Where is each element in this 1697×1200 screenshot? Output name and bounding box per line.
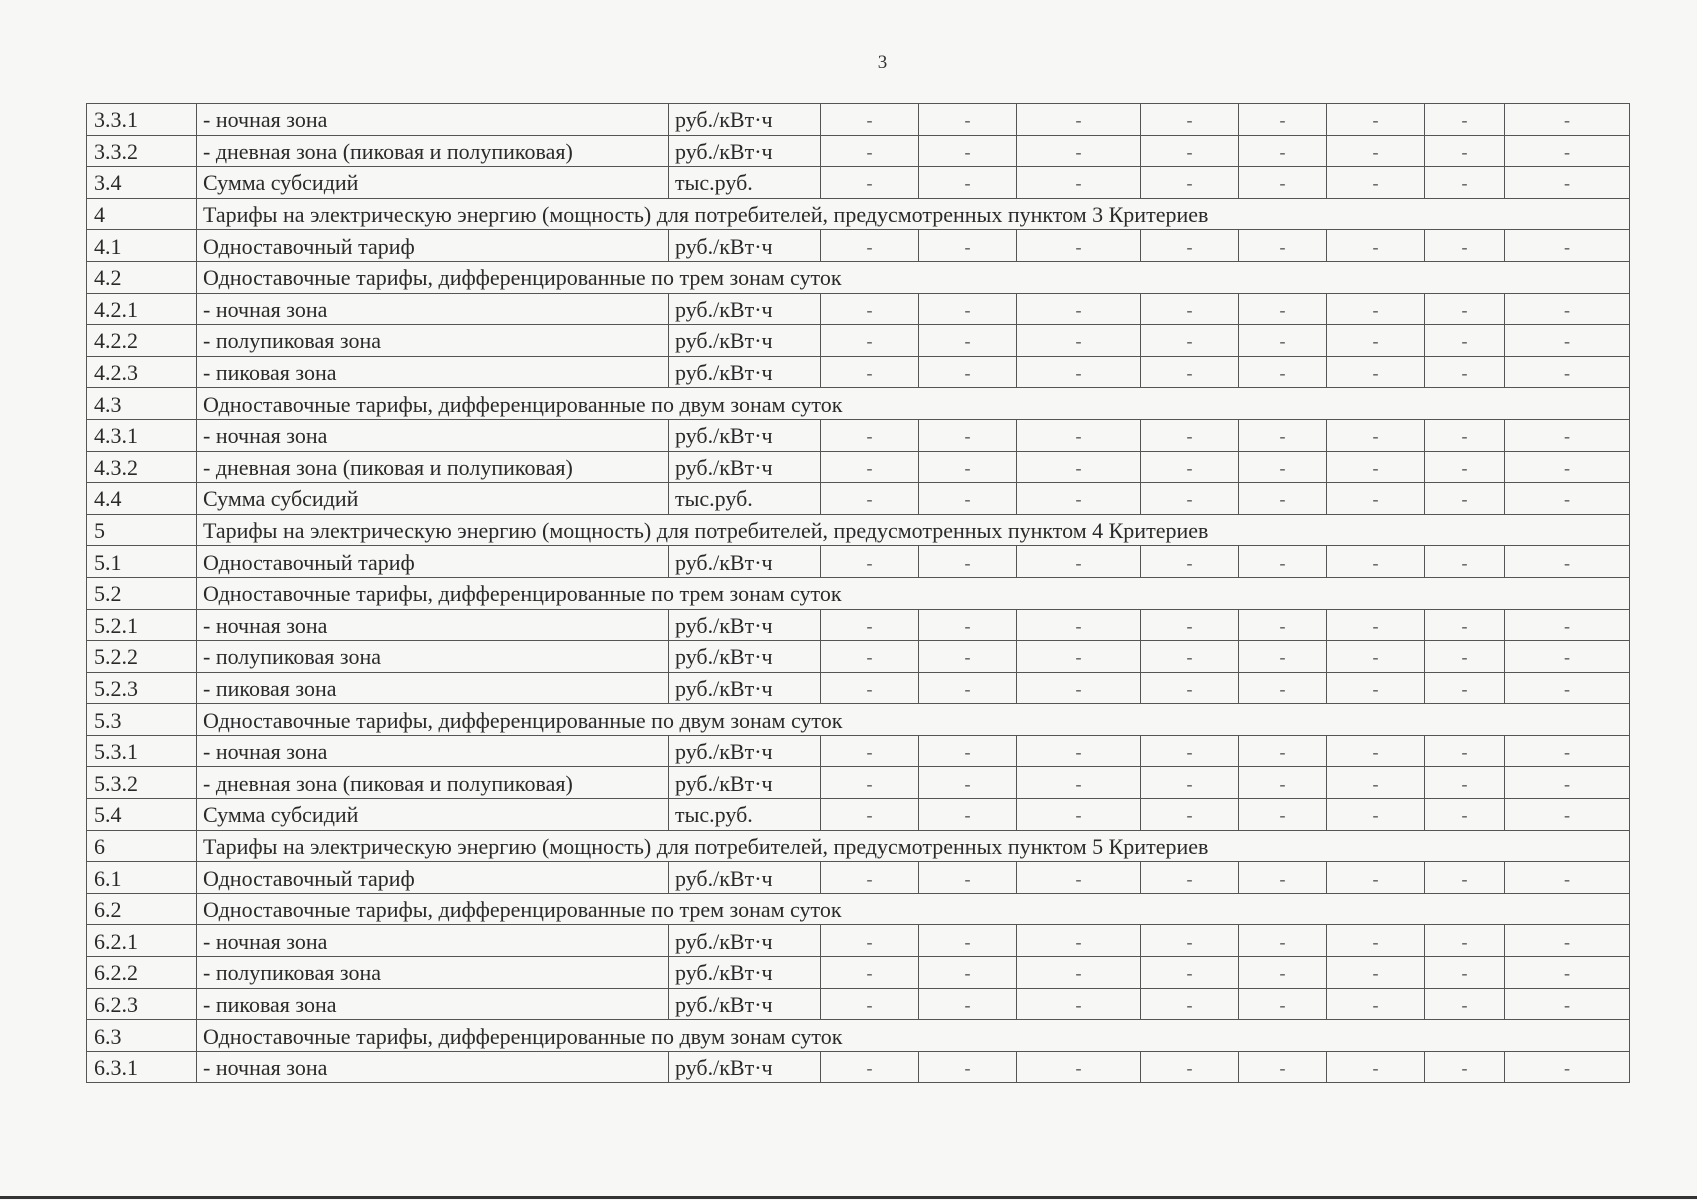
row-label: - ночная зона <box>197 104 669 136</box>
value-cell: - <box>1425 957 1505 989</box>
section-row <box>87 893 1630 925</box>
value-cell: - <box>1017 799 1141 831</box>
value-cell: - <box>821 483 919 515</box>
value-cell: - <box>1425 799 1505 831</box>
row-label: - полупиковая зона <box>197 641 669 673</box>
table-row <box>87 104 1630 136</box>
value-cell: - <box>821 104 919 136</box>
value-cell: - <box>1017 356 1141 388</box>
table-row <box>87 767 1630 799</box>
value-cell: - <box>1017 419 1141 451</box>
value-cell: - <box>821 325 919 357</box>
value-cell: - <box>1327 862 1425 894</box>
value-cell: - <box>1017 451 1141 483</box>
value-cell: - <box>1425 609 1505 641</box>
value-cell: - <box>1505 672 1630 704</box>
value-cell: - <box>1505 546 1630 578</box>
value-cell: - <box>1327 451 1425 483</box>
row-label: - полупиковая зона <box>197 957 669 989</box>
row-unit: руб./кВт·ч <box>669 957 821 989</box>
row-label: - ночная зона <box>197 419 669 451</box>
value-cell: - <box>1425 672 1505 704</box>
value-cell: - <box>1327 325 1425 357</box>
section-title: Одноставочные тарифы, дифференцированные по двум зонам суток <box>197 1020 1630 1052</box>
value-cell: - <box>821 925 919 957</box>
row-unit: тыс.руб. <box>669 799 821 831</box>
value-cell: - <box>1327 104 1425 136</box>
value-cell: - <box>919 419 1017 451</box>
value-cell: - <box>1505 799 1630 831</box>
value-cell: - <box>1239 419 1327 451</box>
row-unit: руб./кВт·ч <box>669 672 821 704</box>
value-cell: - <box>1425 1051 1505 1083</box>
value-cell: - <box>821 419 919 451</box>
value-cell: - <box>1505 862 1630 894</box>
scan-edge-line <box>0 1196 1697 1199</box>
row-number: 4.1 <box>87 230 197 262</box>
value-cell: - <box>919 735 1017 767</box>
value-cell: - <box>1017 325 1141 357</box>
table-row <box>87 799 1630 831</box>
value-cell: - <box>1505 925 1630 957</box>
row-number: 3.4 <box>87 167 197 199</box>
value-cell: - <box>1425 104 1505 136</box>
row-number: 4.2.1 <box>87 293 197 325</box>
row-label: - ночная зона <box>197 735 669 767</box>
value-cell: - <box>919 988 1017 1020</box>
value-cell: - <box>1505 609 1630 641</box>
row-label: - пиковая зона <box>197 988 669 1020</box>
row-unit: руб./кВт·ч <box>669 356 821 388</box>
value-cell: - <box>1327 988 1425 1020</box>
value-cell: - <box>1239 957 1327 989</box>
value-cell: - <box>1425 862 1505 894</box>
value-cell: - <box>1017 862 1141 894</box>
row-unit: руб./кВт·ч <box>669 230 821 262</box>
value-cell: - <box>1505 356 1630 388</box>
value-cell: - <box>1425 925 1505 957</box>
value-cell: - <box>919 356 1017 388</box>
row-number: 6 <box>87 830 197 862</box>
row-number: 5.2.2 <box>87 641 197 673</box>
section-title: Тарифы на электрическую энергию (мощность) для потребителей, предусмотренных пунктом 3 Критериев <box>197 198 1630 230</box>
value-cell: - <box>1239 1051 1327 1083</box>
value-cell: - <box>1141 546 1239 578</box>
row-label: Сумма субсидий <box>197 483 669 515</box>
value-cell: - <box>1425 767 1505 799</box>
row-label: - пиковая зона <box>197 356 669 388</box>
row-unit: руб./кВт·ч <box>669 546 821 578</box>
value-cell: - <box>919 483 1017 515</box>
table-row <box>87 988 1630 1020</box>
row-number: 5.2.3 <box>87 672 197 704</box>
value-cell: - <box>1141 988 1239 1020</box>
value-cell: - <box>1425 641 1505 673</box>
section-row <box>87 198 1630 230</box>
value-cell: - <box>1505 641 1630 673</box>
row-label: - дневная зона (пиковая и полупиковая) <box>197 767 669 799</box>
value-cell: - <box>821 957 919 989</box>
value-cell: - <box>919 230 1017 262</box>
table-row <box>87 135 1630 167</box>
section-title: Тарифы на электрическую энергию (мощность) для потребителей, предусмотренных пунктом 5 Критериев <box>197 830 1630 862</box>
row-number: 6.2 <box>87 893 197 925</box>
value-cell: - <box>821 167 919 199</box>
value-cell: - <box>1239 641 1327 673</box>
value-cell: - <box>821 451 919 483</box>
value-cell: - <box>1141 1051 1239 1083</box>
row-label: Сумма субсидий <box>197 799 669 831</box>
row-number: 5.3.2 <box>87 767 197 799</box>
row-unit: руб./кВт·ч <box>669 925 821 957</box>
value-cell: - <box>1425 167 1505 199</box>
value-cell: - <box>821 135 919 167</box>
value-cell: - <box>821 767 919 799</box>
table-row <box>87 167 1630 199</box>
value-cell: - <box>821 356 919 388</box>
row-number: 5 <box>87 514 197 546</box>
row-unit: тыс.руб. <box>669 167 821 199</box>
row-label: - ночная зона <box>197 609 669 641</box>
row-number: 4.2.2 <box>87 325 197 357</box>
table-row <box>87 641 1630 673</box>
value-cell: - <box>1327 735 1425 767</box>
value-cell: - <box>1017 293 1141 325</box>
value-cell: - <box>1425 988 1505 1020</box>
value-cell: - <box>821 799 919 831</box>
value-cell: - <box>1505 767 1630 799</box>
value-cell: - <box>1327 925 1425 957</box>
value-cell: - <box>919 862 1017 894</box>
row-unit: руб./кВт·ч <box>669 988 821 1020</box>
value-cell: - <box>1505 1051 1630 1083</box>
value-cell: - <box>1425 135 1505 167</box>
section-row <box>87 1020 1630 1052</box>
value-cell: - <box>1425 230 1505 262</box>
row-number: 6.2.2 <box>87 957 197 989</box>
value-cell: - <box>1141 735 1239 767</box>
value-cell: - <box>1327 957 1425 989</box>
value-cell: - <box>919 925 1017 957</box>
value-cell: - <box>919 135 1017 167</box>
value-cell: - <box>821 988 919 1020</box>
value-cell: - <box>1239 451 1327 483</box>
table-row <box>87 325 1630 357</box>
value-cell: - <box>1239 735 1327 767</box>
row-number: 5.2 <box>87 577 197 609</box>
section-row <box>87 514 1630 546</box>
value-cell: - <box>1425 356 1505 388</box>
value-cell: - <box>1505 988 1630 1020</box>
table-row <box>87 925 1630 957</box>
value-cell: - <box>1017 135 1141 167</box>
row-number: 4.2 <box>87 261 197 293</box>
section-title: Одноставочные тарифы, дифференцированные по трем зонам суток <box>197 577 1630 609</box>
value-cell: - <box>1425 325 1505 357</box>
value-cell: - <box>1141 672 1239 704</box>
value-cell: - <box>1239 483 1327 515</box>
row-number: 4.2.3 <box>87 356 197 388</box>
row-number: 4.3.1 <box>87 419 197 451</box>
value-cell: - <box>1017 546 1141 578</box>
table-body <box>87 104 1630 1083</box>
value-cell: - <box>1425 419 1505 451</box>
value-cell: - <box>1141 451 1239 483</box>
value-cell: - <box>1141 609 1239 641</box>
table-row <box>87 1051 1630 1083</box>
value-cell: - <box>1239 925 1327 957</box>
row-number: 5.1 <box>87 546 197 578</box>
value-cell: - <box>919 546 1017 578</box>
value-cell: - <box>1017 925 1141 957</box>
value-cell: - <box>919 293 1017 325</box>
table-row <box>87 419 1630 451</box>
value-cell: - <box>1017 641 1141 673</box>
row-label: - дневная зона (пиковая и полупиковая) <box>197 135 669 167</box>
section-title: Одноставочные тарифы, дифференцированные по трем зонам суток <box>197 893 1630 925</box>
value-cell: - <box>1141 167 1239 199</box>
row-number: 4 <box>87 198 197 230</box>
row-number: 5.2.1 <box>87 609 197 641</box>
table-row <box>87 609 1630 641</box>
value-cell: - <box>1425 546 1505 578</box>
value-cell: - <box>1327 1051 1425 1083</box>
value-cell: - <box>1327 672 1425 704</box>
value-cell: - <box>1017 104 1141 136</box>
row-unit: руб./кВт·ч <box>669 135 821 167</box>
value-cell: - <box>821 641 919 673</box>
value-cell: - <box>1327 230 1425 262</box>
value-cell: - <box>1239 135 1327 167</box>
row-label: - полупиковая зона <box>197 325 669 357</box>
value-cell: - <box>1141 293 1239 325</box>
value-cell: - <box>1239 104 1327 136</box>
row-unit: руб./кВт·ч <box>669 1051 821 1083</box>
value-cell: - <box>1239 293 1327 325</box>
value-cell: - <box>1239 767 1327 799</box>
value-cell: - <box>1141 230 1239 262</box>
value-cell: - <box>1239 862 1327 894</box>
value-cell: - <box>1141 483 1239 515</box>
row-number: 6.3 <box>87 1020 197 1052</box>
row-number: 5.3.1 <box>87 735 197 767</box>
row-number: 4.3 <box>87 388 197 420</box>
table-row <box>87 293 1630 325</box>
row-number: 4.3.2 <box>87 451 197 483</box>
value-cell: - <box>1017 483 1141 515</box>
table-row <box>87 957 1630 989</box>
value-cell: - <box>1505 135 1630 167</box>
value-cell: - <box>919 451 1017 483</box>
row-unit: руб./кВт·ч <box>669 104 821 136</box>
value-cell: - <box>1239 325 1327 357</box>
value-cell: - <box>1141 135 1239 167</box>
value-cell: - <box>1327 546 1425 578</box>
row-number: 6.2.3 <box>87 988 197 1020</box>
section-row <box>87 261 1630 293</box>
value-cell: - <box>1017 1051 1141 1083</box>
value-cell: - <box>1505 104 1630 136</box>
section-title: Тарифы на электрическую энергию (мощность) для потребителей, предусмотренных пунктом 4 Критериев <box>197 514 1630 546</box>
value-cell: - <box>1239 609 1327 641</box>
value-cell: - <box>919 767 1017 799</box>
row-unit: руб./кВт·ч <box>669 293 821 325</box>
value-cell: - <box>1505 735 1630 767</box>
value-cell: - <box>1327 419 1425 451</box>
value-cell: - <box>1017 735 1141 767</box>
section-row <box>87 388 1630 420</box>
value-cell: - <box>1505 957 1630 989</box>
row-number: 3.3.1 <box>87 104 197 136</box>
table-row <box>87 672 1630 704</box>
tariff-table <box>86 103 1630 1083</box>
section-row <box>87 577 1630 609</box>
value-cell: - <box>1425 293 1505 325</box>
row-unit: руб./кВт·ч <box>669 767 821 799</box>
value-cell: - <box>1239 988 1327 1020</box>
value-cell: - <box>1141 767 1239 799</box>
value-cell: - <box>1141 862 1239 894</box>
value-cell: - <box>1141 799 1239 831</box>
row-label: - ночная зона <box>197 925 669 957</box>
value-cell: - <box>1425 483 1505 515</box>
row-unit: тыс.руб. <box>669 483 821 515</box>
value-cell: - <box>1505 230 1630 262</box>
value-cell: - <box>1239 356 1327 388</box>
value-cell: - <box>1327 609 1425 641</box>
value-cell: - <box>1239 799 1327 831</box>
value-cell: - <box>1239 672 1327 704</box>
row-label: - дневная зона (пиковая и полупиковая) <box>197 451 669 483</box>
value-cell: - <box>821 862 919 894</box>
row-label: Одноставочный тариф <box>197 546 669 578</box>
value-cell: - <box>821 546 919 578</box>
row-number: 4.4 <box>87 483 197 515</box>
table-row <box>87 483 1630 515</box>
value-cell: - <box>919 167 1017 199</box>
value-cell: - <box>1327 767 1425 799</box>
value-cell: - <box>821 230 919 262</box>
value-cell: - <box>1327 167 1425 199</box>
value-cell: - <box>1017 957 1141 989</box>
value-cell: - <box>1239 230 1327 262</box>
value-cell: - <box>919 1051 1017 1083</box>
table-row <box>87 735 1630 767</box>
value-cell: - <box>1017 672 1141 704</box>
row-number: 6.3.1 <box>87 1051 197 1083</box>
value-cell: - <box>1017 167 1141 199</box>
section-title: Одноставочные тарифы, дифференцированные по трем зонам суток <box>197 261 1630 293</box>
row-label: Сумма субсидий <box>197 167 669 199</box>
row-unit: руб./кВт·ч <box>669 419 821 451</box>
row-unit: руб./кВт·ч <box>669 325 821 357</box>
value-cell: - <box>919 672 1017 704</box>
row-unit: руб./кВт·ч <box>669 862 821 894</box>
value-cell: - <box>1505 325 1630 357</box>
value-cell: - <box>1505 293 1630 325</box>
row-number: 6.1 <box>87 862 197 894</box>
value-cell: - <box>1327 356 1425 388</box>
row-unit: руб./кВт·ч <box>669 641 821 673</box>
value-cell: - <box>1505 483 1630 515</box>
value-cell: - <box>1327 483 1425 515</box>
value-cell: - <box>1017 230 1141 262</box>
value-cell: - <box>1141 925 1239 957</box>
value-cell: - <box>919 641 1017 673</box>
value-cell: - <box>1141 641 1239 673</box>
value-cell: - <box>1505 419 1630 451</box>
row-label: Одноставочный тариф <box>197 862 669 894</box>
value-cell: - <box>1017 988 1141 1020</box>
value-cell: - <box>919 957 1017 989</box>
value-cell: - <box>1141 325 1239 357</box>
row-unit: руб./кВт·ч <box>669 451 821 483</box>
value-cell: - <box>1327 135 1425 167</box>
row-label: - ночная зона <box>197 293 669 325</box>
value-cell: - <box>821 735 919 767</box>
table-row <box>87 546 1630 578</box>
value-cell: - <box>1141 356 1239 388</box>
table-row <box>87 451 1630 483</box>
value-cell: - <box>1141 104 1239 136</box>
section-title: Одноставочные тарифы, дифференцированные по двум зонам суток <box>197 388 1630 420</box>
row-unit: руб./кВт·ч <box>669 735 821 767</box>
row-label: - пиковая зона <box>197 672 669 704</box>
value-cell: - <box>1141 957 1239 989</box>
row-number: 6.2.1 <box>87 925 197 957</box>
value-cell: - <box>1327 293 1425 325</box>
value-cell: - <box>1327 799 1425 831</box>
value-cell: - <box>1239 546 1327 578</box>
section-row <box>87 830 1630 862</box>
value-cell: - <box>821 293 919 325</box>
value-cell: - <box>919 799 1017 831</box>
value-cell: - <box>1425 735 1505 767</box>
row-label: Одноставочный тариф <box>197 230 669 262</box>
table-row <box>87 356 1630 388</box>
value-cell: - <box>1505 167 1630 199</box>
value-cell: - <box>1141 419 1239 451</box>
value-cell: - <box>1017 767 1141 799</box>
section-row <box>87 704 1630 736</box>
section-title: Одноставочные тарифы, дифференцированные по двум зонам суток <box>197 704 1630 736</box>
value-cell: - <box>919 325 1017 357</box>
value-cell: - <box>919 609 1017 641</box>
value-cell: - <box>1017 609 1141 641</box>
value-cell: - <box>1425 451 1505 483</box>
value-cell: - <box>1505 451 1630 483</box>
page-number: 3 <box>877 52 888 73</box>
table-row <box>87 862 1630 894</box>
row-number: 3.3.2 <box>87 135 197 167</box>
row-number: 5.3 <box>87 704 197 736</box>
row-number: 5.4 <box>87 799 197 831</box>
value-cell: - <box>821 609 919 641</box>
row-label: - ночная зона <box>197 1051 669 1083</box>
value-cell: - <box>821 1051 919 1083</box>
table-row <box>87 230 1630 262</box>
row-unit: руб./кВт·ч <box>669 609 821 641</box>
value-cell: - <box>1239 167 1327 199</box>
value-cell: - <box>821 672 919 704</box>
value-cell: - <box>919 104 1017 136</box>
value-cell: - <box>1327 641 1425 673</box>
